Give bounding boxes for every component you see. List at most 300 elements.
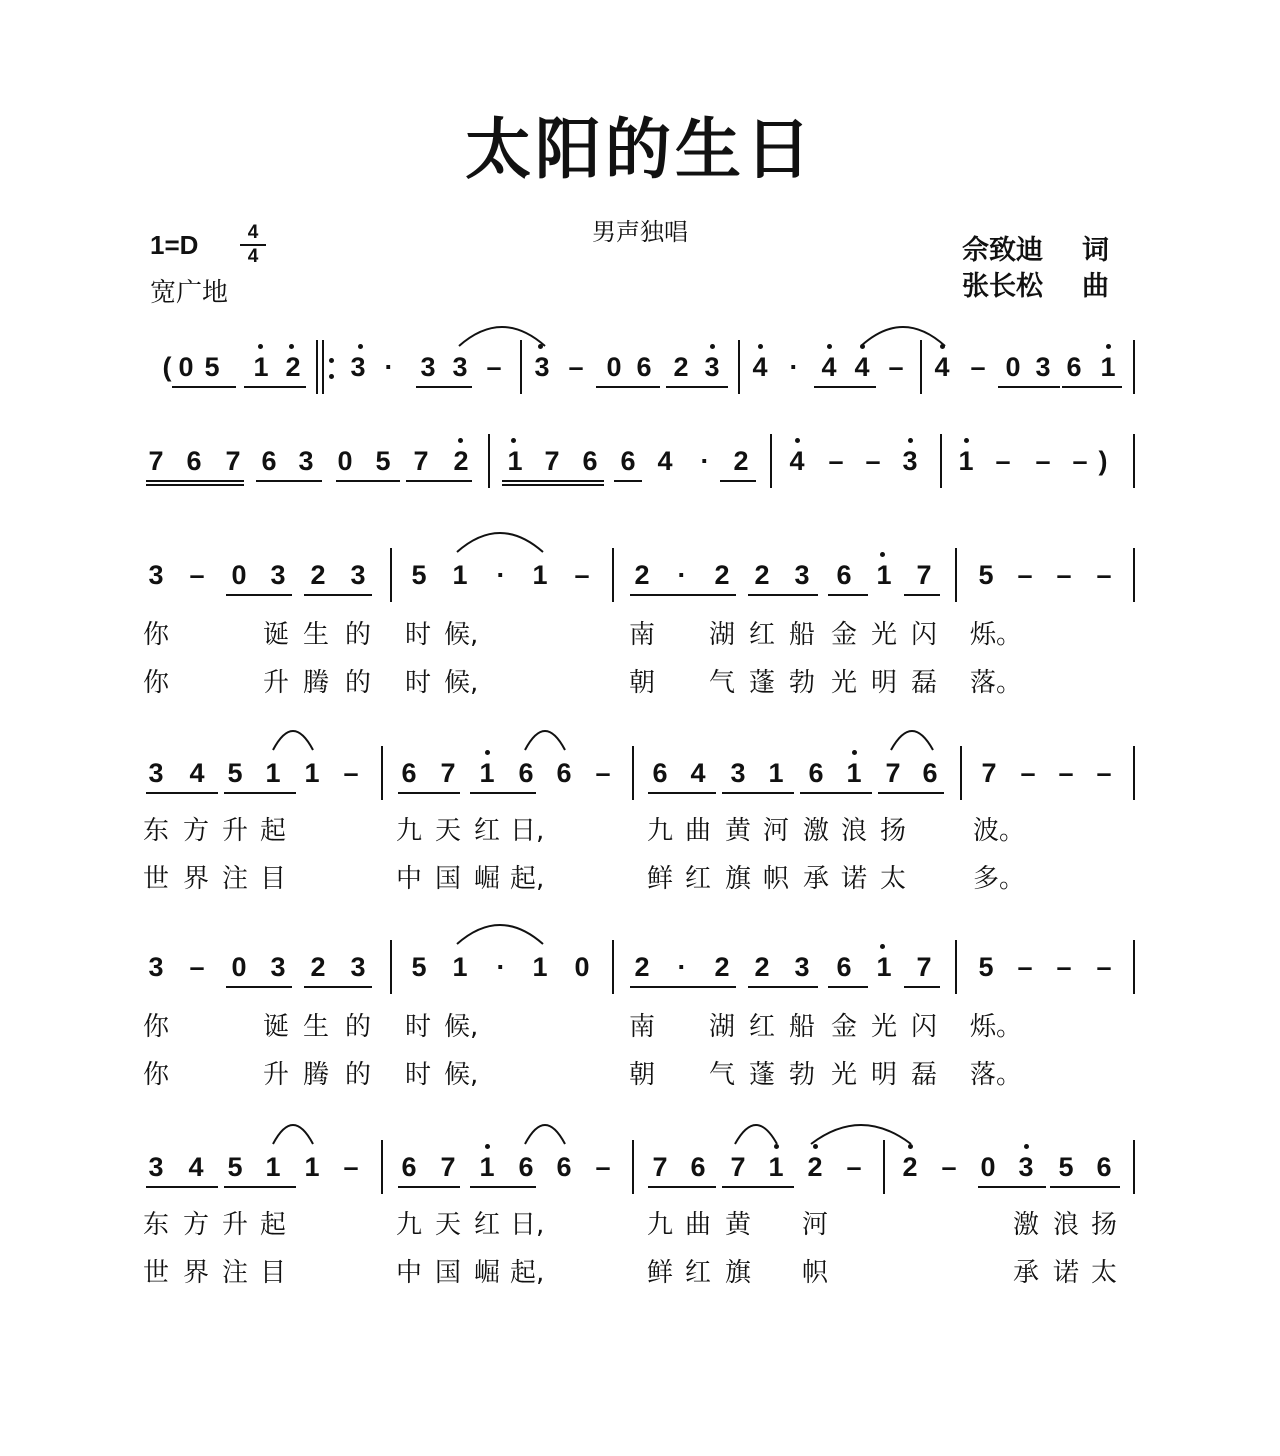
lyric-syllable: 世	[142, 1258, 169, 1288]
note: 6	[836, 952, 852, 982]
octave-dot	[880, 552, 885, 557]
note: 6	[518, 1152, 534, 1182]
slur	[860, 322, 946, 348]
note: 4	[934, 352, 950, 382]
dash: –	[1017, 952, 1033, 982]
lyric-syllable: 浪	[1052, 1210, 1079, 1240]
beam-line	[596, 386, 660, 388]
beam-line	[1062, 386, 1122, 388]
dash: –	[846, 1152, 862, 1182]
barline	[1133, 746, 1135, 800]
lyric-syllable: 太	[879, 864, 906, 894]
beam-line	[666, 386, 728, 388]
note: 1	[876, 952, 892, 982]
beam-line	[224, 792, 296, 794]
lyric-syllable: 扬	[879, 816, 906, 846]
lyric-syllable: 诺	[1052, 1258, 1079, 1288]
lyric-syllable: 光	[830, 668, 857, 698]
beam-line	[648, 1186, 716, 1188]
lyric-syllable: 烁。	[970, 620, 1023, 650]
note: 5	[204, 352, 220, 382]
note: 1	[452, 952, 468, 982]
octave-dot	[458, 438, 463, 443]
lyric-syllable: 注	[221, 864, 248, 894]
dash: –	[941, 1152, 957, 1182]
note: 3	[270, 560, 286, 590]
beam-line	[172, 386, 236, 388]
lyric-syllable: 九	[395, 816, 422, 846]
octave-dot	[289, 344, 294, 349]
dash: –	[574, 560, 590, 590]
lyric-syllable: 金	[830, 1012, 857, 1042]
lyric-syllable: 勃	[788, 1060, 815, 1090]
lyric-syllable: 曲	[684, 816, 711, 846]
barline	[955, 548, 957, 602]
note: 5	[411, 952, 427, 982]
note: 2	[714, 952, 730, 982]
beam-line	[256, 480, 322, 482]
lyric-syllable: 勃	[788, 668, 815, 698]
note: 4	[789, 446, 805, 476]
dash: –	[1072, 446, 1088, 476]
lyric-syllable: 曲	[684, 1210, 711, 1240]
lyric-syllable: 界	[182, 1258, 209, 1288]
note: 1	[958, 446, 974, 476]
note: 4	[752, 352, 768, 382]
note: 6	[620, 446, 636, 476]
beam-line	[146, 484, 244, 486]
lyric-syllable: 红	[684, 864, 711, 894]
lyric-syllable: 河	[762, 816, 789, 846]
lyric-syllable: 界	[182, 864, 209, 894]
time-sig-top: 4	[247, 222, 259, 243]
lyric-syllable: 红	[473, 816, 500, 846]
note: 3	[148, 758, 164, 788]
note: 4	[188, 1152, 204, 1182]
note: 3	[1018, 1152, 1034, 1182]
barline	[940, 434, 942, 488]
lyric-syllable: 落。	[970, 1060, 1023, 1090]
lyric-syllable: 九	[646, 1210, 673, 1240]
note: 6	[808, 758, 824, 788]
beam-line	[398, 792, 460, 794]
lyric-syllable: 升	[262, 668, 289, 698]
lyric-syllable: 中	[395, 864, 422, 894]
slur	[456, 920, 544, 946]
beam-line	[828, 986, 868, 988]
note: 7	[981, 758, 997, 788]
note: 6	[636, 352, 652, 382]
barline	[612, 548, 614, 602]
note: 3	[148, 1152, 164, 1182]
time-signature	[240, 223, 266, 267]
lyric-syllable: 红	[748, 1012, 775, 1042]
note: 7	[916, 952, 932, 982]
note: 1	[532, 952, 548, 982]
beam-line	[470, 792, 536, 794]
lyric-syllable: 注	[221, 1258, 248, 1288]
barline	[770, 434, 772, 488]
dot-extension: ·	[496, 952, 506, 982]
dash: –	[1096, 952, 1112, 982]
lyric-syllable: 湖	[708, 620, 735, 650]
lyric-syllable: 东	[142, 816, 169, 846]
barline	[920, 340, 922, 394]
note: 1	[304, 758, 320, 788]
lyric-syllable: 承	[1012, 1258, 1039, 1288]
lyric-syllable: 湖	[708, 1012, 735, 1042]
beam-line	[630, 986, 736, 988]
lyric-syllable: 升	[221, 1210, 248, 1240]
barline	[488, 434, 490, 488]
note: 3	[794, 560, 810, 590]
octave-dot	[795, 438, 800, 443]
lyric-syllable: 鲜	[646, 1258, 673, 1288]
dot-extension: ·	[384, 352, 394, 382]
repeat-barline	[322, 340, 324, 394]
lyric-syllable: 九	[646, 816, 673, 846]
note: 1	[507, 446, 523, 476]
lyric-syllable: 闪	[910, 620, 937, 650]
lyric-syllable: 中	[395, 1258, 422, 1288]
note: 5	[1058, 1152, 1074, 1182]
note: 3	[794, 952, 810, 982]
note: 7	[652, 1152, 668, 1182]
note: 3	[534, 352, 550, 382]
note: 0	[574, 952, 590, 982]
dash: –	[970, 352, 986, 382]
lyric-syllable: 诺	[840, 864, 867, 894]
lyric-syllable: 的	[344, 668, 371, 698]
repeat-barline	[316, 340, 318, 394]
lyric-syllable: 光	[870, 1012, 897, 1042]
lyric-syllable: 起,	[510, 1258, 545, 1288]
note: 4	[821, 352, 837, 382]
barline	[632, 1140, 634, 1194]
note: 5	[978, 560, 994, 590]
note: 3	[148, 952, 164, 982]
beam-line	[502, 484, 604, 486]
note: 6	[1066, 352, 1082, 382]
dash: –	[865, 446, 881, 476]
lyric-syllable: 明	[870, 668, 897, 698]
slur	[524, 726, 566, 752]
lyric-syllable: 时	[404, 1060, 431, 1090]
note: 1	[846, 758, 862, 788]
slur	[890, 726, 934, 752]
lyric-syllable: 你	[142, 620, 169, 650]
lyric-syllable: 蓬	[748, 1060, 775, 1090]
note: 6	[556, 758, 572, 788]
octave-dot	[964, 438, 969, 443]
dash: –	[1056, 560, 1072, 590]
beam-line	[398, 1186, 460, 1188]
note: 3	[350, 952, 366, 982]
dash: –	[189, 952, 205, 982]
intro-paren-close: )	[1098, 446, 1108, 476]
lyric-syllable: 光	[830, 1060, 857, 1090]
lyric-syllable: 黄	[724, 1210, 751, 1240]
note: 4	[189, 758, 205, 788]
lyric-syllable: 鲜	[646, 864, 673, 894]
beam-line	[748, 594, 818, 596]
beam-line	[722, 1186, 794, 1188]
lyric-syllable: 生	[302, 1012, 329, 1042]
dash: –	[1035, 446, 1051, 476]
lyric-syllable: 明	[870, 1060, 897, 1090]
barline	[1133, 434, 1135, 488]
lyric-syllable: 河	[801, 1210, 828, 1240]
composer-role: 曲	[1082, 271, 1109, 302]
lyric-syllable: 的	[344, 620, 371, 650]
lyric-syllable: 崛	[473, 1258, 500, 1288]
lyric-syllable: 方	[182, 816, 209, 846]
note: 2	[453, 446, 469, 476]
barline	[381, 746, 383, 800]
dash: –	[888, 352, 904, 382]
note: 3	[452, 352, 468, 382]
beam-line	[336, 480, 400, 482]
octave-dot	[258, 344, 263, 349]
note: 2	[733, 446, 749, 476]
note: 1	[452, 560, 468, 590]
beam-line	[828, 594, 868, 596]
lyric-syllable: 激	[802, 816, 829, 846]
beam-line	[998, 386, 1060, 388]
octave-dot	[758, 344, 763, 349]
lyric-syllable: 承	[802, 864, 829, 894]
octave-dot	[485, 1144, 490, 1149]
beam-line	[648, 792, 716, 794]
lyric-syllable: 太	[1090, 1258, 1117, 1288]
lyric-syllable: 金	[830, 620, 857, 650]
lyric-syllable: 帜	[762, 864, 789, 894]
beam-line	[614, 480, 642, 482]
note: 6	[401, 1152, 417, 1182]
note: 6	[690, 1152, 706, 1182]
dot-extension: ·	[789, 352, 799, 382]
lyric-syllable: 天	[434, 1210, 461, 1240]
note: 1	[304, 1152, 320, 1182]
note: 5	[978, 952, 994, 982]
note: 6	[401, 758, 417, 788]
octave-dot	[710, 344, 715, 349]
dot-extension: ·	[496, 560, 506, 590]
lyric-syllable: 崛	[473, 864, 500, 894]
dash: –	[595, 1152, 611, 1182]
note: 6	[556, 1152, 572, 1182]
lyric-syllable: 时	[404, 620, 431, 650]
note: 3	[148, 560, 164, 590]
lyric-syllable: 气	[708, 668, 735, 698]
barline	[738, 340, 740, 394]
barline	[520, 340, 522, 394]
note: 2	[634, 560, 650, 590]
lyric-syllable: 磊	[910, 668, 937, 698]
note: 5	[411, 560, 427, 590]
beam-line	[244, 386, 306, 388]
lyric-syllable: 天	[434, 816, 461, 846]
barline	[955, 940, 957, 994]
slur	[272, 1120, 314, 1146]
note: 2	[714, 560, 730, 590]
note: 3	[704, 352, 720, 382]
beam-line	[722, 792, 794, 794]
note: 6	[652, 758, 668, 788]
note: 4	[657, 446, 673, 476]
lyric-syllable: 你	[142, 1012, 169, 1042]
lyric-syllable: 候,	[444, 668, 479, 698]
beam-line	[304, 986, 372, 988]
lyric-syllable: 浪	[840, 816, 867, 846]
lyric-syllable: 东	[142, 1210, 169, 1240]
slur	[272, 726, 314, 752]
dash: –	[343, 1152, 359, 1182]
barline	[1133, 1140, 1135, 1194]
barline	[632, 746, 634, 800]
lyric-syllable: 你	[142, 1060, 169, 1090]
lyric-syllable: 时	[404, 668, 431, 698]
note: 1	[768, 1152, 784, 1182]
lyric-syllable: 腾	[302, 668, 329, 698]
lyric-syllable: 目	[259, 1258, 286, 1288]
note: 6	[261, 446, 277, 476]
note: 2	[754, 952, 770, 982]
note: 7	[885, 758, 901, 788]
note: 1	[265, 1152, 281, 1182]
note: 1	[479, 1152, 495, 1182]
dash: –	[189, 560, 205, 590]
lyric-syllable: 候,	[444, 1012, 479, 1042]
beam-line	[502, 480, 604, 482]
note: 3	[270, 952, 286, 982]
note: 1	[479, 758, 495, 788]
lyric-syllable: 国	[434, 1258, 461, 1288]
note: 7	[440, 758, 456, 788]
beam-line	[1050, 1186, 1120, 1188]
dash: –	[1096, 758, 1112, 788]
dash: –	[1096, 560, 1112, 590]
note: 2	[902, 1152, 918, 1182]
octave-dot	[511, 438, 516, 443]
tempo-marking: 宽广地	[150, 278, 229, 308]
note: 5	[227, 758, 243, 788]
lyric-syllable: 波。	[973, 816, 1026, 846]
slur	[810, 1120, 912, 1146]
beam-line	[630, 594, 736, 596]
lyric-syllable: 的	[344, 1060, 371, 1090]
note: 6	[1096, 1152, 1112, 1182]
lyric-syllable: 生	[302, 620, 329, 650]
lyricist-name: 佘致迪	[962, 235, 1043, 266]
lyric-syllable: 的	[344, 1012, 371, 1042]
lyric-syllable: 落。	[970, 668, 1023, 698]
note: 7	[413, 446, 429, 476]
lyric-syllable: 候,	[444, 1060, 479, 1090]
lyric-syllable: 日,	[510, 816, 545, 846]
dash: –	[995, 446, 1011, 476]
lyric-syllable: 朝	[628, 668, 655, 698]
lyric-syllable: 目	[259, 864, 286, 894]
note: 3	[350, 560, 366, 590]
note: 3	[350, 352, 366, 382]
lyric-syllable: 红	[684, 1258, 711, 1288]
lyric-syllable: 诞	[262, 1012, 289, 1042]
beam-line	[748, 986, 818, 988]
note: 1	[1100, 352, 1116, 382]
note: 2	[285, 352, 301, 382]
barline	[381, 1140, 383, 1194]
note: 5	[227, 1152, 243, 1182]
lyric-syllable: 红	[748, 620, 775, 650]
dot-extension: ·	[677, 952, 687, 982]
barline	[1133, 340, 1135, 394]
lyric-syllable: 气	[708, 1060, 735, 1090]
lyric-syllable: 旗	[724, 864, 751, 894]
note: 6	[922, 758, 938, 788]
note: 3	[902, 446, 918, 476]
note: 0	[337, 446, 353, 476]
beam-line	[470, 1186, 536, 1188]
dash: –	[568, 352, 584, 382]
lyric-syllable: 磊	[910, 1060, 937, 1090]
lyric-syllable: 蓬	[748, 668, 775, 698]
note: 0	[606, 352, 622, 382]
note: 7	[544, 446, 560, 476]
barline	[960, 746, 962, 800]
note: 5	[375, 446, 391, 476]
lyric-syllable: 诞	[262, 620, 289, 650]
lyric-syllable: 烁。	[970, 1012, 1023, 1042]
note: 2	[310, 952, 326, 982]
lyric-syllable: 朝	[628, 1060, 655, 1090]
octave-dot	[485, 750, 490, 755]
note: 7	[225, 446, 241, 476]
intro-paren-open: (	[162, 352, 172, 382]
lyric-syllable: 你	[142, 668, 169, 698]
beam-line	[814, 386, 876, 388]
note: 6	[582, 446, 598, 476]
note: 7	[916, 560, 932, 590]
lyric-syllable: 南	[628, 620, 655, 650]
lyric-syllable: 闪	[910, 1012, 937, 1042]
note: 2	[310, 560, 326, 590]
note: 2	[807, 1152, 823, 1182]
note: 0	[231, 952, 247, 982]
dash: –	[343, 758, 359, 788]
slur	[458, 322, 546, 348]
note: 3	[298, 446, 314, 476]
slur	[524, 1120, 566, 1146]
barline	[612, 940, 614, 994]
note: 2	[754, 560, 770, 590]
beam-line	[304, 594, 372, 596]
lyric-syllable: 红	[473, 1210, 500, 1240]
beam-line	[720, 480, 756, 482]
repeat-dot	[329, 374, 334, 379]
note: 1	[265, 758, 281, 788]
note: 4	[854, 352, 870, 382]
lyric-syllable: 帜	[801, 1258, 828, 1288]
time-sig-bottom: 4	[247, 246, 259, 267]
beam-line	[904, 986, 940, 988]
lyric-syllable: 候,	[444, 620, 479, 650]
octave-dot	[852, 750, 857, 755]
beam-line	[224, 1186, 296, 1188]
lyric-syllable: 起	[259, 816, 286, 846]
dash: –	[595, 758, 611, 788]
performance-type: 男声独唱	[592, 218, 688, 246]
